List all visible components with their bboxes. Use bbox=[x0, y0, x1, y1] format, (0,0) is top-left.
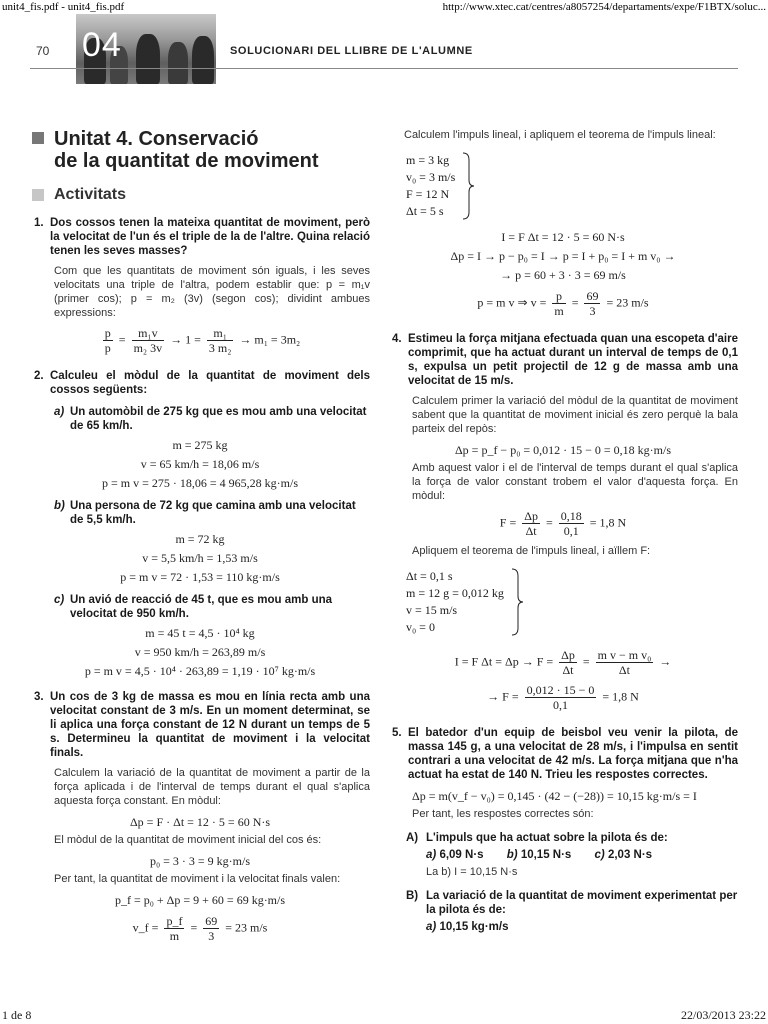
question-number: 3. bbox=[34, 691, 44, 703]
equation: p = m v = 4,5 · 10⁴ · 263,89 = 1,19 · 10⁷ kg·m/s bbox=[84, 664, 316, 678]
subquestion-b: b) Una persona de 72 kg que camina amb una velocitat de 5,5 km/h. bbox=[54, 500, 356, 526]
question-number: 5. bbox=[392, 727, 402, 739]
answer-text: El mòdul de la quantitat de moviment inicial del cos és: bbox=[54, 834, 322, 846]
print-timestamp: 22/03/2013 23:22 bbox=[680, 1008, 766, 1022]
question-5 bbox=[388, 726, 738, 782]
pdf-tab-title: unit4_fis.pdf - unit4_fis.pdf bbox=[2, 1, 125, 13]
question-text: Estimeu la força mitjana efectuada quan una escopeta d'aire comprimit, que ha actuat durant un interval de temps de 0,1 s, expulsa un petit projectil de 12 g de massa amb una velocitat de 15 m/s. bbox=[408, 333, 738, 387]
equation: m = 275 kg bbox=[172, 438, 228, 452]
question-text: Calculeu el mòdul de la quantitat de moviment dels cossos següents: bbox=[50, 370, 370, 396]
equation: F = $\frac{\Delta p}{\Delta t}$ = $\frac{0,18}{0,1}$ = 1,8 N bbox=[499, 509, 627, 538]
equation: v = 65 km/h = 18,06 m/s bbox=[140, 457, 260, 471]
left-column bbox=[30, 128, 370, 949]
question-number: 4. bbox=[392, 333, 402, 345]
option-B: B) La variació de la quantitat de moviment experimentat per la pilota és de: bbox=[406, 890, 738, 916]
equation: $\frac{p}{p}$ = $\frac{\text{m₁v}}{\text{m₂ 3v}}$ → 1 = $\frac{\text{m₁}}{\text{3 m₂}}$ → m₁ = 3m₂ bbox=[104, 326, 301, 355]
question-1 bbox=[30, 216, 370, 258]
pdf-url: http://www.xtec.cat/centres/a8057254/departaments/expe/F1BTX/soluc... bbox=[442, 1, 766, 13]
question-number: 1. bbox=[34, 217, 44, 229]
question-2 bbox=[30, 369, 370, 397]
options-B: a) 10,15 kg·m/s bbox=[426, 921, 509, 933]
unit-heading bbox=[30, 128, 370, 172]
unit-number: 04 bbox=[82, 26, 122, 64]
section-square-icon bbox=[32, 189, 44, 201]
book-page-number: 70 bbox=[36, 44, 50, 58]
question-text: Un cos de 3 kg de massa es mou en línia recta amb una velocitat constant de 3 m/s. En un moment determinat, se li aplica una força constant de 12 N durant un temps de 5 s. Determineu la quantitat de moviment i la velocitat finals. bbox=[50, 691, 370, 759]
heading-square-icon bbox=[32, 132, 44, 144]
equation: v = 950 km/h = 263,89 m/s bbox=[134, 645, 266, 659]
equation: I = F Δt = Δp → F = $\frac{\Delta p}{\Delta t}$ = $\frac{\text{m v − m v₀}}{\Delta t}$ → bbox=[454, 648, 672, 677]
equation: p_f = p₀ + Δp = 9 + 60 = 69 kg·m/s bbox=[114, 893, 286, 907]
answer-text: Calculem primer la variació del mòdul de la quantitat de moviment sabent que la quantitat de moviment inicial és zero perquè la bala parteix del repòs: bbox=[412, 395, 738, 435]
section-title: Activitats bbox=[54, 186, 127, 203]
option-A: A) L'impuls que ha actuat sobre la pilota és de: bbox=[406, 832, 668, 844]
question-3 bbox=[30, 690, 370, 760]
equation: p₀ = 3 · 3 = 9 kg·m/s bbox=[149, 854, 251, 868]
equation: m = 45 t = 4,5 · 10⁴ kg bbox=[145, 626, 255, 640]
question-text: Dos cossos tenen la mateixa quantitat de moviment, però la velocitat de l'un és el triple de la de l'altre. Quina relació tenen les seves masses? bbox=[50, 217, 370, 257]
answer-text: Per tant, la quantitat de moviment i la velocitat finals valen: bbox=[54, 873, 341, 885]
question-text: El batedor d'un equip de beisbol veu venir la pilota, de massa 145 g, a una velocitat de 28 m/s, i l'impulsa en sentit contrari a una velocitat de 42 m/s. La força mitjana que n'ha actuat ha estat de 140 N. Trieu les respostes correctes. bbox=[408, 727, 738, 781]
equation: p = m v = 275 · 18,06 = 4 965,28 kg·m/s bbox=[102, 476, 298, 490]
header-rule bbox=[30, 68, 738, 69]
answer-text: Amb aquest valor i el de l'interval de temps durant el qual s'aplica la força de valor constant trobem el valor d'aquesta força. En mòdul: bbox=[412, 462, 738, 502]
equation: → p = 60 + 3 · 3 = 69 m/s bbox=[500, 268, 626, 282]
equation: Δp = p_f − p₀ = 0,012 · 15 − 0 = 0,18 kg·m/s bbox=[454, 443, 672, 457]
question-number: 2. bbox=[34, 370, 44, 382]
answer-text: Com que les quantitats de moviment són iguals, i les seves velocitats una triple de l'altra, podem establir que: p = m₁v (primer cos); p = m₂ (3v) (segon cos); dividint ambues expressions: bbox=[54, 265, 370, 319]
equation: p = m v ⇒ v = $\frac{p}{m}$ = $\frac{69}{3}$ = 23 m/s bbox=[477, 289, 649, 318]
equation: v_f = $\frac{p\_f}{m}$ = $\frac{69}{3}$ = 23 m/s bbox=[132, 914, 268, 943]
subquestion-a: a) Un automòbil de 275 kg que es mou amb una velocitat de 65 km/h. bbox=[54, 406, 367, 432]
right-brace-icon bbox=[461, 152, 475, 220]
equation: Δp = I → p − p₀ = I → p = I + p₀ = I + m v₀ → bbox=[450, 249, 676, 263]
equation: Δp = m(v_f − v₀) = 0,145 · (42 − (−28)) = 10,15 kg·m/s = I bbox=[412, 789, 697, 803]
unit-title-line2: de la quantitat de moviment bbox=[54, 150, 319, 172]
answer-text: Calculem l'impuls lineal, i apliquem el teorema de l'impuls lineal: bbox=[404, 129, 716, 141]
equation: Δp = F · Δt = 12 · 5 = 60 N·s bbox=[129, 815, 271, 829]
equation: → F = $\frac{0,012 \cdot 15 - 0}{0,1}$ = 1,8 N bbox=[487, 683, 639, 712]
answer-text: Apliquem el teorema de l'impuls lineal, i aïllem F: bbox=[412, 545, 651, 557]
given-values: Δt = 0,1 s m = 12 g = 0,012 kg v = 15 m/s v₀ = 0 bbox=[406, 568, 524, 636]
right-column bbox=[388, 128, 738, 937]
equation: I = F Δt = 12 · 5 = 60 N·s bbox=[501, 230, 625, 244]
answer-text: La b) I = 10,15 N·s bbox=[426, 866, 518, 878]
equation: p = m v = 72 · 1,53 = 110 kg·m/s bbox=[120, 570, 280, 584]
options-A: a) 6,09 N·s b) 10,15 N·s c) 2,03 N·s bbox=[426, 849, 653, 861]
page-counter: 1 de 8 bbox=[2, 1008, 32, 1022]
unit-title-line1: Unitat 4. Conservació bbox=[54, 128, 259, 150]
question-4 bbox=[388, 332, 738, 388]
equation: m = 72 kg bbox=[175, 532, 225, 546]
section-heading bbox=[30, 186, 370, 204]
answer-text: Calculem la variació de la quantitat de moviment a partir de la força aplicada i de l'interval de temps durant el qual s'aplica aquesta força constant. En mòdul: bbox=[54, 767, 370, 807]
given-values: m = 3 kg v₀ = 3 m/s F = 12 N Δt = 5 s bbox=[406, 152, 475, 220]
subquestion-c: c) Un avió de reacció de 45 t, que es mou amb una velocitat de 950 km/h. bbox=[54, 594, 333, 620]
answer-text: Per tant, les respostes correctes són: bbox=[412, 808, 594, 820]
header-title: SOLUCIONARI DEL LLIBRE DE L'ALUMNE bbox=[230, 45, 473, 57]
equation: v = 5,5 km/h = 1,53 m/s bbox=[142, 551, 258, 565]
right-brace-icon bbox=[510, 568, 524, 636]
